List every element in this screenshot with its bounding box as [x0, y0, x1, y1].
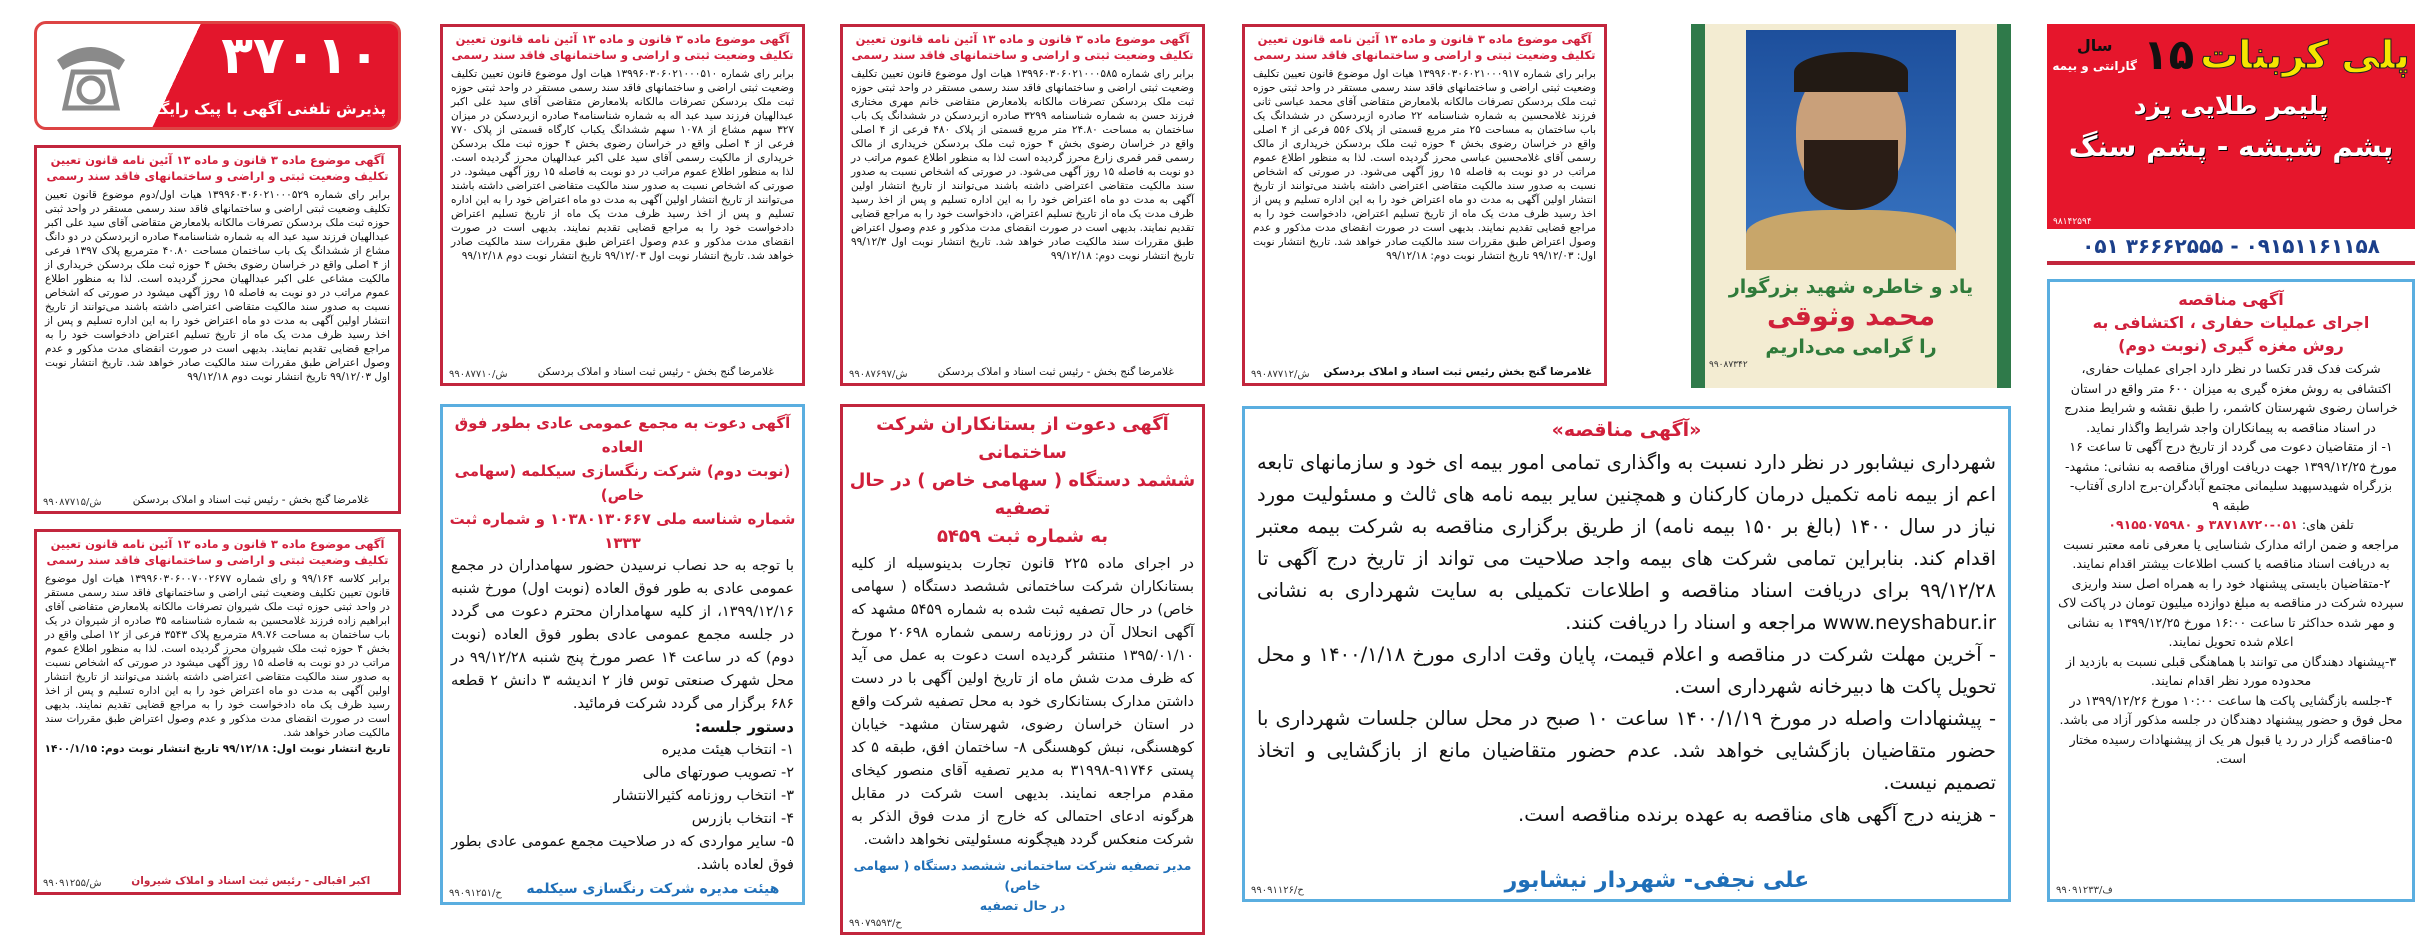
ad-title: آگهی موضوع ماده ۳ قانون و ماده ۱۳ آئین نامه قانون تعیین تکلیف وضعیت ثبتی و اراضی و ساختمانهای فاقد سند رسمی [1253, 32, 1596, 62]
ad-body: برابر رای شماره ۱۳۹۹۶۰۳۰۶۰۲۱۰۰۰۵۱۰ هیات اول موضوع قانون تعیین تکلیف وضعیت ثبتی اراضی و ساختمانهای فاقد سند رسمی مستقر در واحد ثبتی حوزه ثبت ملک بردسکن تصرفات مالکانه بلامعارض متقاضی آقای سید علی اکبر عبدالهیان فرزند سید عبد اله به شماره شناسنامه۴ صادره ازبردسکن در میزان ۳۲۷ سهم مشاع از ۱۰۷۸ سهم ششدانگ یکباب کارگاه قسمتی از پلاک ۷۷۰ فرعی از ۴ اصلی واقع در خراسان رضوی بخش ۴ حوزه ثبت ملک بردسکن خریداری از مالکیت رسمی آقای سید علی اکبر عبدالهیان محرز گردیده است. لذا به منظور اطلاع عموم مراتب در دو نوبت به فاصله ۱۵ روز آگهی میشود. در صورتی که اشخاص نسبت به صدور سند مالکیت متقاضی اعتراضی داشته باشند می‌توانند از تاریخ انتشار اولین آگهی به مدت دو ماه اعتراض خود را به این اداره تسلیم و پس از اخذ رسید ظرف مدت یک ماه از تاریخ تسلیم اعتراض دادخواست خود را به مراجع قضایی تقدیم نمایند. بدیهی است در صورت انقضای مدت مذکور و عدم وصول اعتراض طبق مقررات سند مالکیت صادر خواهد شد. تاریخ انتشار نوبت اول ۹۹/۱۲/۰۳ تاریخ انتشار نوبت دوم ۹۹/۱۲/۱۸ [451, 68, 795, 262]
tender-item: ۵-مناقصه گزار در رد یا قبول هر یک از پیشنهادات رسیده مختار است. [2069, 731, 2393, 766]
ad-code: ۹۹۰۸۷۷۱۲/ش [1251, 369, 1310, 380]
tender-paragraph: - آخرین مهلت شرکت در مناقصه و اعلام قیمت، پایان وقت اداری مورخ ۱۴۰۰/۱/۱۸ و محل تحویل پاکت ها دبیرخانه شهرداری است. [1257, 643, 1996, 698]
tender-notice-neyshabur [1242, 406, 2011, 902]
phone-caption: پذیرش تلفنی آگهی با پیک رایگان [142, 100, 386, 118]
ad-title: آگهی مناقصه [2178, 290, 2284, 309]
years-label: سال [2076, 36, 2113, 55]
agenda-item: ۵- سایر مواردی که در صلاحیت مجمع عمومی عادی بطور فوق لعاده باشد. [451, 834, 794, 873]
land-ad [440, 24, 805, 386]
phones-label: تلفن های: [2301, 517, 2354, 532]
ad-code: ۹۹۰۸۷۶۹۷/ش [849, 369, 908, 380]
martyr-photo [1746, 30, 1956, 270]
phones-value: ۰۵۱-۳۸۷۱۸۷۲۰ و ۰۹۱۵۵۰۷۵۹۸۰ [2108, 517, 2298, 532]
ad-title: «آگهی مناقصه» [1551, 419, 1702, 441]
creditors-ad [840, 404, 1205, 935]
ad-dates: تاریخ انتشار نوبت اول: ۹۹/۱۲/۱۸ تاریخ انتشار نوبت دوم: ۱۴۰۰/۱/۱۵ [44, 743, 391, 755]
ad-body: در اجرای ماده ۲۲۵ قانون تجارت بدینوسیله از کلیه بستانکاران شرکت ساختمانی ششصد دستگاه ( سهامی خاص) در حال تصفیه ثبت شده به شماره ۵۴۵۹ مشهد که آگهی انحلال آن در روزنامه رسمی شماره ۲۰۶۹۸ مورخ ۱۳۹۵/۰۱/۱۰ منتشر گردیده است دعوت به عمل می آید که ظرف مدت شش ماه از تاریخ اولین آگهی با در دست داشتن مدارک بستانکاری خود به محل تصفیه شرکت واقع در استان خراسان رضوی، شهرستان مشهد- خیابان کوهسنگی، نبش کوهسنگی ۸- ساختمان افق، طبقه ۵ کد پستی ۹۱۷۴۶-۳۱۹۹۸ به مدیر تصفیه آقای منصور کیخای مقدم مراجعه نمایند. بدیهی است شرکت در مقابل هرگونه ادعای احتمالی که خارج از مدت فوق الذکر به شرکت منعکس گردد هیچگونه مسئولیتی نخواهد داشت. [851, 556, 1195, 848]
ad-body: برابر رای شماره ۱۳۹۹۶۰۳۰۶۰۲۱۰۰۰۵۸۵ هیات اول موضوع قانون تعیین تکلیف وضعیت ثبتی اراضی و ساختمانهای فاقد سند رسمی مستقر در واحد ثبتی حوزه ثبت ملک بردسکن تصرفات مالکانه بلامعارض متقاضی خانم مهری مختاری فرزند حسن به شماره شناسنامه ۳۲۹۹ صادره ازبردسکن در ششدانگ یک باب ساختمان به مساحت ۲۴.۸۰ متر مربع قسمتی از پلاک ۴۸۰ فرعی از ۴ اصلی واقع در خراسان رضوی بخش ۴ حوزه ثبت ملک بردسکن خریداری از مالک رسمی قمر قمری زارع محرز گردیده است لذا به منظور اطلاع عموم مراتب در دو نوبت به فاصله ۱۵ روز آگهی می‌شود. در صورتی که اشخاص نسبت به صدور سند مالکیت متقاضی اعتراضی داشته باشند می‌توانند از تاریخ انتشار اولین آگهی به مدت دو ماه اعتراض خود را به این اداره تسلیم و پس از اخذ رسید ظرف مدت یک ماه از تاریخ تسلیم اعتراض، دادخواست خود را به مراجع قضایی تقدیم نمایند. بدیهی است در صورت انقضای مدت مذکور و عدم وصول اعتراض طبق مقررات سند مالکیت صادر خواهد شد. تاریخ انتشار نوبت اول ۹۹/۱۲/۳ تاریخ انتشار نوبت دوم: ۹۹/۱۲/۱۸ [851, 68, 1195, 262]
ad-signature: علی نجفی- شهردار نیشابور [1504, 868, 1810, 893]
ad-body: برابر رای شماره ۱۳۹۹۶۰۳۰۶۰۲۱۰۰۰۹۱۷ هیات اول موضوع قانون تعیین تکلیف وضعیت ثبتی اراضی و ساختمانهای فاقد سند رسمی مستقر در واحد ثبتی حوزه ثبت ملک بردسکن تصرفات مالکانه بلامعارض متقاضی آقای محمد عباسی ثانی فرزند غلامحسین به شماره شناسنامه ۲۲ صادره ازبردسکن در ششدانگ یک باب ساختمان به مساحت ۲۵ متر مربع قسمتی از پلاک ۵۵۶ فرعی از ۴ اصلی واقع در خراسان رضوی بخش ۴ حوزه ثبت ملک بردسکن خریداری از مالک رسمی آقای غلامحسین عباسی محرز گردیده است. لذا به منظور اطلاع عموم مراتب در دو نوبت به فاصله ۱۵ روز آگهی می‌شود. در صورتی که اشخاص نسبت به صدور سند مالکیت متقاضی اعتراضی داشته باشند می‌توانند از تاریخ انتشار اولین آگهی به مدت دو ماه اعتراض خود را به این اداره تسلیم و پس از اخذ رسید ظرف مدت یک ماه از تاریخ تسلیم اعتراض، دادخواست خود را به مراجع قضایی تقدیم نمایند. بدیهی است در صورت انقضای مدت مذکور و عدم وصول اعتراض طبق مقررات سند مالکیت صادر خواهد شد. تاریخ انتشار نوبت اول: ۹۹/۱۲/۰۳ تاریخ انتشار نوبت دوم: ۹۹/۱۲/۱۸ [1253, 68, 1596, 262]
agenda-item: ۲- تصویب صورتهای مالی [642, 765, 794, 781]
company-name: پلیمر طلایی یزد [2133, 91, 2329, 120]
agenda-title: دستور جلسه: [694, 718, 794, 736]
memorial-ad [1691, 24, 2011, 388]
column-1 [34, 21, 401, 895]
ad-body: برابر رای شماره ۱۳۹۹۶۰۳۰۶۰۲۱۰۰۰۵۲۹ هیات اول/دوم موضوع قانون تعیین تکلیف وضعیت ثبتی اراضی و ساختمانهای فاقد سند رسمی مستقر در واحد ثبتی حوزه ثبت ملک بردسکن تصرفات مالکانه بلامعارض متقاضی آقای سید علی اکبر عبدالهیان فرزند سید عبد اله به شماره شناسنامه۴ صادره ازبردسکن در دو دانگ مشاع از ششدانگ یک باب ساختمان مساحت ۴۰.۸۰ مترمربع پلاک ۱۳۹۷ فرعی از ۴ اصلی واقع در خراسان رضوی بخش ۴ حوزه ثبت ملک بردسکن خریداری از مالکیت مشاعی علی اکبر عبدالهیان محرز گردیده است. لذا به منظور اطلاع عموم مراتب در دو نوبت به فاصله ۱۵ روز آگهی میشود در صورتی که اشخاص نسبت به صدور سند مالکیت متقاضی اعتراضی داشته باشند می‌توانند از تاریخ انتشار اولین آگهی به مدت دو ماه اعتراض خود را به این اداره تسلیم و پس از اخذ رسید ظرف مدت یک ماه از تاریخ تسلیم اعتراض دادخواست خود را به مراجع قضایی تقدیم نمایند. بدیهی است در صورت انقضای مدت مذکور و عدم وصول اعتراض طبق مقررات سند مالکیت صادر خواهد شد. تاریخ انتشار نوبت اول ۹۹/۱۲/۰۳ تاریخ انتشار نوبت دوم ۹۹/۱۲/۱۸ [45, 189, 390, 383]
tender-item: ۱- از متقاضیان دعوت می گردد از تاریخ درج آگهی تا ساعت ۱۶ مورخ ۱۳۹۹/۱۲/۲۵ جهت دریافت اوراق مناقصه به نشانی: مشهد-بزرگراه شهیدسپهبد سلیمانی مجتمع آبادگران-برج اداری آفتاب-طبقه ۹ [2064, 439, 2397, 513]
ad-title: آگهی دعوت از بستانکاران شرکت ساختمانی [876, 414, 1169, 463]
tender-paragraph: - هزینه درج آگهی های مناقصه به عهده برنده مناقصه است. [1518, 803, 1996, 826]
ad-signature: غلامرضا گنج بخش - رئیس ثبت اسناد و املاک بردسکن [537, 366, 774, 378]
ad-code: ۹۹۰۸۷۷۱۵/ش [43, 497, 102, 508]
agenda-item: ۴- انتخاب بازرس [691, 811, 794, 827]
ad-body: با توجه به حد نصاب نرسیدن حضور سهامداران در مجمع عمومی عادی به طور فوق العاده (نوبت اول) مورخ شنبه ۱۳۹۹/۱۲/۱۶، از کلیه سهامداران محترم دعوت می گردد در جلسه مجمع عمومی عادی بطور فوق العاده (نوبت دوم) که در ساعت ۱۴ عصر مورخ پنج شنبه ۹۹/۱۲/۲۸ در محل شهرک صنعتی توس فاز ۲ اندیشه ۳ دانش ۲ قطعه ۶۸۶ برگزار می گردد شرکت فرمائید. [451, 558, 795, 712]
phone-order-box [34, 21, 401, 130]
telephone-icon [51, 38, 131, 112]
ad-body: برابر کلاسه ۹۹/۱۶۴ و رای شماره ۱۳۹۹۶۰۳۰۶۰۰۷۰۰۲۶۷۷ هیات اول موضوع قانون تعیین تکلیف وضعیت ثبتی اراضی و ساختمانهای فاقد سند رسمی مستقر در واحد ثبتی حوزه ثبت ملک شیروان تصرفات مالکانه بلامعارض متقاضی آقای ابراهیم زاده فرزند غلامحسین به شماره شناسنامه ۳۵ صادره از شیروان در یک باب ساختمان به مساحت ۸۹.۷۶ مترمربع پلاک ۳۵۴۳ فرعی از ۱۲ اصلی واقع در بخش ۴ حوزه ثبت ملک شیروان محرز گردیده است. لذا به منظور اطلاع عموم مراتب در دو نوبت به فاصله ۱۵ روز آگهی میشود در صورتی که اشخاص نسبت به صدور سند مالکیت متقاضی اعتراضی داشته باشند می‌توانند از تاریخ انتشار اولین آگهی به مدت دو ماه اعتراض خود را به این اداره تسلیم و پس از اخذ رسید ظرف یک ماه دادخواست خود را به مراجع قضایی تقدیم نمایند. بدیهی است در صورت انقضای مدت مذکور و عدم وصول اعتراض طبق مقررات سند مالکیت صادر خواهد شد. [45, 573, 390, 739]
martyr-name: محمد وثوقی [1766, 301, 1936, 332]
tender-item: ۳-پیشنهاد دهندگان می توانند با هماهنگی قبلی نسبت به بازدید از محدوده مورد نظر اقدام نمایند. [2065, 653, 2397, 688]
column-3 [840, 24, 1205, 935]
land-ad [34, 145, 401, 514]
ad-signature: غلامرضا گنج بخش رئیس ثبت اسناد و املاک بردسکن [1323, 366, 1593, 378]
land-ad [840, 24, 1205, 386]
tender-item: ۴-جلسه بازگشایی پاکت ها ساعت ۱۰:۰۰ مورخ ۱۳۹۹/۱۲/۲۶ در محل فوق و حضور پیشنهاد دهندگان در جلسه مذکور آزاد می باشد. [2059, 692, 2403, 727]
assembly-ad [440, 404, 805, 905]
ad-signature: غلامرضا گنج بخش - رئیس ثبت اسناد و املاک بردسکن [937, 366, 1174, 378]
column-2 [440, 24, 805, 905]
tender-notice-drilling [2047, 279, 2415, 902]
ad-code: ۹۹۰۹۱۲۵۵/ش [43, 878, 102, 889]
agenda-item: ۱- انتخاب هیئت مدیره [661, 742, 794, 758]
ad-code: ۹۹۰۹۱۲۳۳/ف [2056, 885, 2113, 896]
ad-signature: مدیر تصفیه شرکت ساختمانی ششصد دستگاه ( سهامی خاص) [853, 858, 1192, 893]
column-5 [2047, 24, 2415, 902]
land-ad [34, 529, 401, 895]
column-4 [1242, 24, 2011, 902]
tender-item: مراجعه و ضمن ارائه مدارک شناسایی یا معرفی نامه معتبر نسبت به دریافت اسناد مناقصه یا کسب اطلاعات بیشتر اقدام نمایند. [2063, 536, 2399, 571]
land-ad [1242, 24, 1607, 386]
brand-name: پلی کربنات [2200, 33, 2410, 77]
ad-title: اجرای عملیات حفاری ، اکتشافی به روش مغزه گیری (نوبت دوم) [2092, 313, 2370, 355]
ad-code: ۹۹۰۸۷۷۱۰/ش [449, 369, 508, 380]
ad-code: ۹۹۰۹۱۲۵۱/ح [449, 888, 502, 899]
memorial-line1: یاد و خاطره شهید بزرگوار [1728, 276, 1974, 298]
ad-title: آگهی موضوع ماده ۳ قانون و ماده ۱۳ آئین نامه قانون تعیین تکلیف وضعیت ثبتی و اراضی و ساختمانهای فاقد سند رسمی [46, 537, 389, 567]
ad-title: شماره شناسه ملی ۱۰۳۸۰۱۳۰۶۶۷ و شماره ثبت ۱۳۳۳ [449, 510, 796, 552]
tender-paragraph: شهرداری نیشابور در نظر دارد نسبت به واگذاری تمامی امور بیمه ای خود و سازمانهای تابعه اعم از بیمه نامه تکمیل درمان کارکنان و همچنین سایر بیمه نامه های ثالث و مسئولیت مورد نیاز در سال ۱۴۰۰ (بالغ بر ۱۵۰ بیمه نامه) از طریق برگزاری مناقصه به شرکت بیمه معتبر اقدام کند. بنابراین تمامی شرکت های بیمه واجد صلاحیت می تواند از تاریخ درج آگهی تا ۹۹/۱۲/۲۸ برای دریافت اسناد مناقصه و اطلاعات تکمیلی به سایت شهرداری به نشانی www.neyshabur.ir مراجعه و اسناد را دریافت کنند. [1257, 451, 1996, 634]
ad-code: ۹۹۰۸۷۳۴۲ [1709, 360, 1748, 370]
ad-title: ششمد دستگاه ( سهامی خاص ) در حال تصفیه [849, 470, 1196, 519]
ad-signature: غلامرضا گنج بخش - رئیس ثبت اسناد و املاک بردسکن [132, 494, 369, 506]
polycarbonate-ad [2047, 24, 2415, 229]
ad-code: ۹۹۰۷۹۵۹۳/ح [849, 918, 902, 929]
ad-signature: هیئت مدیره شرکت رنگسازی سیکلمه [526, 881, 780, 897]
ad-signature: اکبر اقبالی - رئیس ثبت اسناد و املاک شیروان [131, 875, 371, 887]
tender-item: ۲-متقاضیان بایستی پیشنهاد خود را به همراه اصل سند واریزی سپرده شرکت در مناقصه به مبلغ دوازده میلیون تومان در پاکت لاک و مهر شده حداکثر تا ساعت ۱۶:۰۰ مورخ ۱۳۹۹/۱۲/۲۵ به نشانی اعلام شده تحویل نمایند. [2058, 575, 2404, 649]
memorial-line3: را گرامی می‌داریم [1765, 336, 1937, 358]
phone-number: ۳۷۰۱۰ [221, 26, 380, 86]
ad-code: ۹۸۱۴۲۵۹۴ [2053, 217, 2092, 227]
ad-title: (نوبت دوم) شرکت رنگسازی سیکلمه (سهامی خاص) [454, 462, 791, 504]
ad-title: به شماره ثبت ۵۴۵۹ [936, 526, 1109, 547]
ad-title: آگهی دعوت به مجمع عمومی عادی بطور فوق العاده [454, 414, 791, 456]
years-number: ۱۵ [2142, 30, 2195, 79]
polycarbonate-phones: ۰۵۱ ۳۶۶۶۲۵۵۵ - ۰۹۱۵۱۱۶۱۱۵۸ [2047, 231, 2415, 265]
agenda-item: ۳- انتخاب روزنامه کثیرالانتشار [613, 788, 794, 804]
ad-title: آگهی موضوع ماده ۳ قانون و ماده ۱۳ آئین نامه قانون تعیین تکلیف وضعیت ثبتی و اراضی و ساختمانهای فاقد سند رسمی [851, 32, 1194, 62]
guarantee-label: گارانتی و بیمه [2052, 59, 2137, 73]
ad-title: آگهی موضوع ماده ۳ قانون و ماده ۱۳ آئین نامه قانون تعیین تکلیف وضعیت ثبتی و اراضی و ساختمانهای فاقد سند رسمی [46, 153, 389, 183]
tender-paragraph: - پیشنهادات واصله در مورخ ۱۴۰۰/۱/۱۹ ساعت ۱۰ صبح در محل سالن جلسات شهرداری با حضور متقاضیان بازگشایی خواهد شد. عدم حضور متقاضیان مانع از بازگشایی و اتخاذ تصمیم نیست. [1257, 707, 1996, 794]
tender-intro: شرکت فدک قدر تکسا در نظر دارد اجرای عملیات حفاری، اکتشافی به روش مغزه گیری به میزان ۶۰۰ متر واقع در استان خراسان رضوی شهرستان کاشمر، را طبق نقشه و شرایط مندرج در اسناد مناقصه به پیمانکاران واجد شرایط واگذار نماید. [2064, 361, 2398, 435]
ad-signature: در حال تصفیه [979, 898, 1066, 913]
ad-title: آگهی موضوع ماده ۳ قانون و ماده ۱۳ آئین نامه قانون تعیین تکلیف وضعیت ثبتی و اراضی و ساختمانهای فاقد سند رسمی [451, 32, 794, 62]
products: پشم شیشه - پشم سنگ [2068, 130, 2394, 163]
ad-code: ۹۹۰۹۱۱۲۶/ح [1251, 885, 1304, 896]
